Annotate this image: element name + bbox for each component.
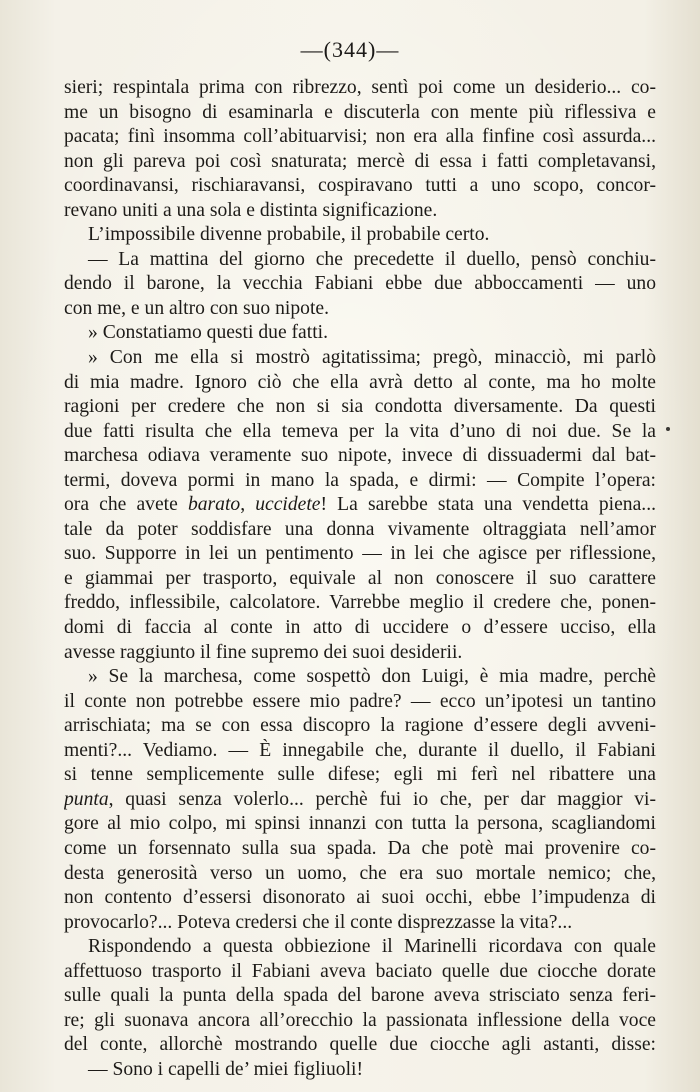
text-line: non contento d’essersi disonorato ai suoi occhi, ebbe l’impudenza di: [64, 887, 656, 909]
text-line: sulle quali la punta della spada del barone aveva strisciato senza feri-: [64, 985, 656, 1007]
text-line: arrischiata; ma se con essa discopro la ragione d’essere degli avveni-: [64, 715, 656, 737]
text-line: me un bisogno di esaminarla e discuterla con mente più riflessiva e: [64, 101, 656, 123]
body-text: [64, 76, 656, 1082]
text-line: due fatti risulta che ella temeva per la vita d’uno di noi due. Se la: [64, 420, 656, 442]
text-line: del conte, allorchè mostrando quelle due ciocche agli astanti, disse:: [64, 1034, 656, 1056]
text-line: marchesa odiava veramente suo nipote, invece di dissuadermi dal bat-: [64, 445, 656, 467]
text-line: re; gli suonava ancora all’orecchio la passionata inflessione della voce: [64, 1009, 656, 1031]
text-line: domi di faccia al conte in atto di uccidere o d’essere ucciso, ella: [64, 617, 656, 639]
text-line: Rispondendo a questa obbiezione il Marinelli ricordava con quale: [88, 936, 656, 958]
text-line: » Se la marchesa, come sospettò don Luigi, è mia madre, perchè: [88, 666, 656, 688]
text-line: revano uniti a una sola e distinta significazione.: [64, 199, 438, 221]
text-line: e giammai per trasporto, equivale al non conoscere il suo carattere: [64, 567, 656, 589]
text-line: avesse raggiunto il fine supremo dei suoi desiderii.: [64, 641, 463, 663]
text-line: punta, quasi senza volerlo... perchè fui io che, per dar maggior vi-: [64, 788, 656, 810]
text-line: gore al mio colpo, mi spinsi innanzi con tutta la persona, scagliandomi: [64, 813, 656, 835]
text-line: desta generosità verso un uomo, che era suo mortale nemico; che,: [64, 862, 656, 884]
text-line: pacata; finì insomma coll’abituarvisi; non era alla finfine così assurda...: [64, 126, 656, 148]
text-line: affettuoso trasporto il Fabiani aveva baciato quelle due ciocche dorate: [64, 960, 656, 982]
text-line: tale da poter soddisfare una donna vivamente oltraggiata nell’amor: [64, 518, 656, 540]
text-line: il conte non potrebbe essere mio padre? — ecco un’ipotesi un tantino: [64, 690, 656, 712]
text-line: menti?... Vediamo. — È innegabile che, durante il duello, il Fabiani: [64, 739, 656, 761]
text-line: non gli pareva poi così snaturata; mercè di essa i fatti completavansi,: [64, 150, 656, 172]
text-line: termi, doveva pormi in mano la spada, e dirmi: — Compite l’opera:: [64, 469, 656, 491]
text-line: sieri; respintala prima con ribrezzo, sentì poi come un desiderio... co-: [64, 77, 656, 98]
text-line: L’impossibile divenne probabile, il probabile certo.: [88, 224, 490, 246]
text-line: — Sono i capelli de’ miei figliuoli!: [88, 1058, 363, 1080]
margin-speck: [666, 427, 670, 431]
page-number: —(344)—: [300, 37, 400, 62]
text-line: » Constatiamo questi due fatti.: [88, 322, 328, 344]
text-line: provocarlo?... Poteva credersi che il conte disprezzasse la vita?...: [64, 911, 573, 933]
text-line: di mia madre. Ignoro ciò che ella avrà detto al conte, ma ho molte: [64, 371, 656, 393]
text-line: ragioni per credere che non si sia condotta diversamente. Da questi: [64, 396, 656, 418]
text-line: ora che avete barato, uccidete! La sarebbe stata una vendetta piena...: [64, 494, 656, 516]
text-line: freddo, inflessibile, calcolatore. Varrebbe meglio il credere che, ponen-: [64, 592, 656, 614]
text-line: come un forsennato sulla sua spada. Da che potè mai provenire co-: [64, 837, 656, 859]
text-line: suo. Supporre in lei un pentimento — in lei che agisce per riflessione,: [64, 543, 656, 565]
text-line: si tenne semplicemente sulle difese; egli mi ferì nel ribattere una: [64, 764, 656, 786]
text-line: con me, e un altro con suo nipote.: [64, 297, 329, 319]
text-line: dendo il barone, la vecchia Fabiani ebbe due abboccamenti — uno: [64, 273, 656, 295]
text-line: » Con me ella si mostrò agitatissima; pregò, minacciò, mi parlò: [88, 347, 656, 369]
text-line: coordinavansi, rischiaravansi, cospiravano tutti a uno scopo, concor-: [64, 175, 656, 197]
text-line: — La mattina del giorno che precedette il duello, pensò conchiu-: [88, 248, 656, 270]
